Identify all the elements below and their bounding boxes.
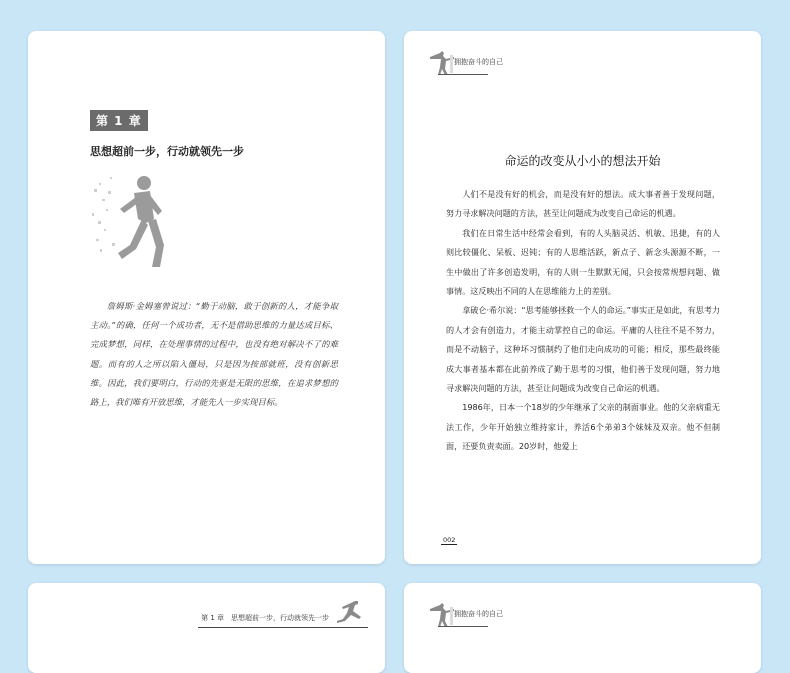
body-paragraph: 拿破仑·希尔说：“思考能够拯救一个人的命运。”事实正是如此，有思考力的人才会有创造力，才能主动掌控自己的命运。平庸的人往往不是不努力，而是不动脑子，这种坏习惯制约了他们走向成功的可能；相反，那些最终能成大事者基本都在此前养成了勤于思考的习惯，他们善于发现问题，努力地寻求解决问题的方法，甚至让问题成为改变自己命运的机遇。 xyxy=(446,305,721,394)
right-page xyxy=(404,31,761,564)
page-number: 002 xyxy=(443,536,456,544)
left-page xyxy=(28,31,385,564)
quote-paragraph: 詹姆斯·金姆塞曾说过：“勤于动脑，敢于创新的人，才能争取主动。”的确，任何一个成功者，无不是借助思维的力量达成目标、完成梦想，同样，在处理事情的过程中，也没有绝对解决不了的难题。而有的人之所以陷入僵局，只是因为按部就班，没有创新思维。因此，我们要明白，行动的先驱是无限的思维，在追求梦想的路上，我们唯有开放思维，才能先人一步实现目标。 xyxy=(90,301,338,408)
section-title: 命运的改变从小小的想法开始 xyxy=(504,154,661,168)
chapter-quote xyxy=(90,297,338,412)
chapter-title: 思想超前一步，行动就领先一步 xyxy=(90,145,244,158)
runner-header-icon xyxy=(333,597,367,631)
running-header: 第 1 章 思想超前一步，行动就领先一步 xyxy=(201,614,329,622)
body-text xyxy=(446,185,720,457)
bottom-left-page xyxy=(28,583,385,673)
header-rule xyxy=(438,74,488,75)
chapter-label: 第 1 章 xyxy=(90,110,148,131)
body-paragraph: 1986年，日本一个18岁的少年继承了父亲的制面事业。他的父亲病重无法工作，少年开始独立维持家计，养活6个弟弟3个妹妹及双亲。他不但制面，还要负责卖面。20岁时，他爱上 xyxy=(446,402,720,452)
body-paragraph: 人们不是没有好的机会，而是没有好的想法。成大事者善于发现问题，努力寻求解决问题的方法，甚至让问题成为改变自己命运的机遇。 xyxy=(446,189,720,219)
running-header: 拥抱奋斗的自己 xyxy=(454,58,503,66)
running-header: 拥抱奋斗的自己 xyxy=(454,610,503,618)
header-rule xyxy=(438,626,488,627)
runner-illustration xyxy=(90,169,170,277)
body-paragraph: 我们在日常生活中经常会看到，有的人头脑灵活、机敏、迅捷，有的人则比较僵化、呆板、迟钝；有的人思维活跃，新点子、新念头源源不断，一生中做出了许多创造发明，有的人则一生默默无闻，只会按常规想问题、做事情。这反映出不同的人在思维能力上的差别。 xyxy=(446,227,720,297)
bottom-right-page xyxy=(404,583,761,673)
